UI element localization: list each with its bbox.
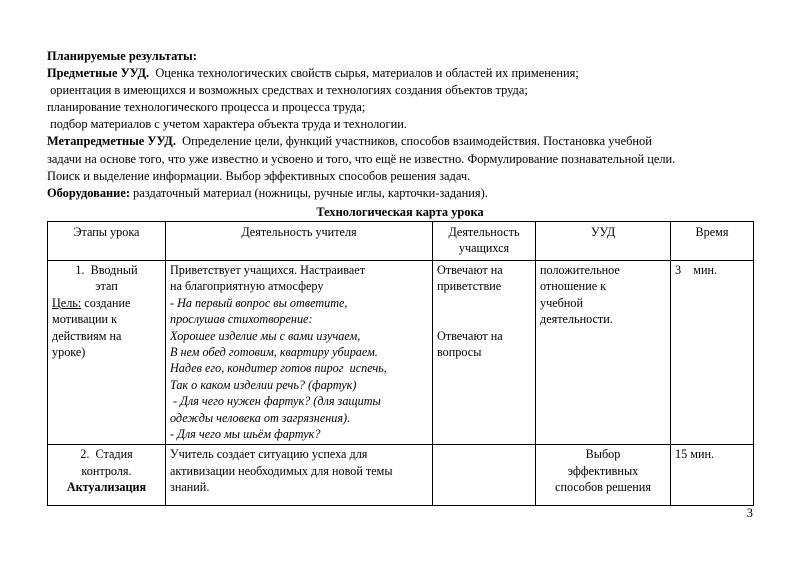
cell-student-activity — [433, 445, 536, 506]
teacher-line: Учитель создает ситуацию успеха для — [170, 447, 368, 462]
teacher-line-italic: одежды человека от загрязнения). — [170, 410, 351, 425]
stage-goal-line — [52, 295, 161, 311]
prose-line — [47, 48, 753, 65]
stage-second-line: контроля. — [81, 463, 132, 478]
teacher-line-italic: - На первый вопрос вы ответите, — [170, 295, 348, 310]
column-header-student-activity: Деятельность учащихся — [433, 222, 536, 261]
page-number: 3 — [746, 506, 753, 520]
cell-uud — [536, 445, 671, 506]
uud-line: эффективных — [567, 463, 639, 478]
cell-teacher-activity — [166, 445, 433, 506]
uud-line: деятельности. — [540, 312, 613, 327]
teacher-line-italic: Так о каком изделии речь? (фартук) — [170, 377, 357, 392]
cell-stage — [48, 445, 166, 506]
uud-line: положительное — [540, 263, 620, 277]
teacher-line-italic: прослушав стихотворение: — [170, 312, 313, 327]
prose-line-bold: Планируемые результаты: — [47, 49, 197, 63]
cell-student-activity — [433, 261, 536, 445]
column-header-stages: Этапы урока — [48, 222, 166, 261]
prose-line — [47, 151, 753, 168]
teacher-line-italic: - Для чего нужен фартук? (для защиты — [170, 394, 381, 409]
prose-line-text: ориентация в имеющихся и возможных средствах и технологиях создания объектов труда; — [47, 83, 528, 98]
stage-number-line: 2. Стадия — [80, 447, 133, 462]
student-line: приветствие — [437, 279, 502, 294]
prose-line — [47, 99, 753, 116]
table-row — [48, 445, 754, 506]
prose-line-text: Поиск и выделение информации. Выбор эффективных способов решения задач. — [47, 168, 471, 183]
prose-line-text: подбор материалов с учетом характера объекта труда и технологии. — [47, 117, 407, 132]
uud-line: учебной — [540, 295, 583, 310]
stage-second-line: этап — [95, 279, 118, 294]
prose-line — [47, 82, 753, 99]
uud-line: способов решения — [555, 480, 651, 495]
student-line: Отвечают на — [437, 263, 503, 277]
spacer — [437, 295, 531, 328]
teacher-line-italic: - Для чего мы шьём фартук? — [170, 427, 321, 442]
stage-goal-rest-line: уроке) — [52, 345, 86, 360]
stage-number-line: 1. Вводный — [75, 263, 138, 277]
prose-line-text: Определение цели, функций участников, способов взаимодействия. Постановка учебной — [175, 134, 652, 149]
teacher-line: активизации необходимых для новой темы — [170, 463, 393, 478]
column-header-time: Время — [671, 222, 754, 261]
table-header-row — [48, 222, 754, 261]
stage-goal-label: Цель: — [52, 295, 82, 310]
table-row — [48, 261, 754, 445]
teacher-line-italic: В нем обед готовим, квартиру убираем. — [170, 345, 378, 360]
prose-line-bold: Метапредметные УУД. — [47, 134, 176, 149]
prose-line — [47, 65, 753, 82]
cell-time — [671, 261, 754, 445]
stage-goal-text: создание — [81, 295, 131, 310]
stage-goal-rest-line: мотивации к — [52, 312, 118, 327]
time-value: 3 мин. — [675, 263, 718, 277]
cell-teacher-activity — [166, 261, 433, 445]
table-caption: Технологическая карта урока — [316, 205, 484, 219]
prose-line-bold: Предметные УУД. — [47, 66, 150, 81]
column-header-teacher-activity: Деятельность учителя — [166, 222, 433, 261]
prose-line — [47, 185, 753, 202]
prose-line-text: раздаточный материал (ножницы, ручные иглы, карточки-задания). — [129, 185, 488, 200]
prose-line — [47, 168, 753, 185]
lesson-technological-map-table — [47, 221, 754, 506]
stage-goal-rest-line: действиям на — [52, 328, 122, 343]
column-header-uud: УУД — [536, 222, 671, 261]
teacher-line: Приветствует учащихся. Настраивает — [170, 263, 366, 277]
time-value: 15 мин. — [675, 447, 715, 462]
prose-line — [47, 133, 753, 150]
student-line: вопросы — [437, 345, 482, 360]
prose-line-text: Оценка технологических свойств сырья, материалов и областей их применения; — [149, 66, 579, 81]
teacher-line: на благоприятную атмосферу — [170, 279, 324, 294]
teacher-line-italic: Надев его, кондитер готов пирог испечь, — [170, 361, 387, 376]
cell-stage — [48, 261, 166, 445]
teacher-line: знаний. — [170, 480, 210, 495]
planned-results-block — [47, 48, 753, 202]
cell-time — [671, 445, 754, 506]
teacher-line-italic: Хорошее изделие мы с вами изучаем, — [170, 328, 361, 343]
prose-line — [47, 116, 753, 133]
stage-bold-line: Актуализация — [66, 480, 147, 495]
uud-line: отношение к — [540, 279, 607, 294]
prose-line-text: планирование технологического процесса и процесса труда; — [47, 100, 366, 115]
prose-line-bold: Оборудование: — [47, 185, 130, 200]
prose-line-text: задачи на основе того, что уже известно и усвоено и того, что ещё не известно. Формулирование познавательной цели. — [47, 151, 676, 166]
student-line: Отвечают на — [437, 328, 503, 343]
uud-line: Выбор — [585, 447, 621, 462]
cell-uud — [536, 261, 671, 445]
